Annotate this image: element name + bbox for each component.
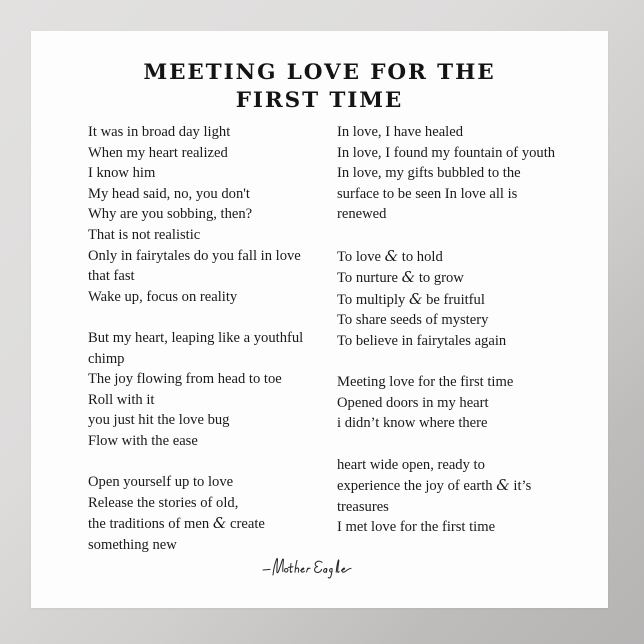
poem-line: Open yourself up to love	[88, 474, 234, 491]
poem-line: i didn’t know where there	[337, 415, 488, 432]
poem-stanza	[337, 122, 562, 225]
poem-stanza	[88, 472, 313, 555]
poem-line: In love, I have healed	[337, 124, 464, 140]
poem-stanza	[88, 328, 313, 452]
ampersand-glyph: &	[496, 476, 510, 495]
poem-line: That is not realistic	[88, 226, 201, 243]
poem-stanza	[337, 455, 562, 538]
poem-line: heart wide open, ready to	[337, 456, 485, 473]
poem-line: My head said, no, you don't	[88, 185, 250, 202]
poem-line: When my heart realized	[88, 144, 228, 161]
poem-line: Why are you sobbing, then?	[88, 206, 253, 223]
poem-line: The joy flowing from head to toe	[88, 371, 282, 388]
poem-line: Meeting love for the first time	[337, 374, 514, 391]
poem-column-left	[88, 122, 313, 555]
poem-line: the traditions of men & create something new	[88, 514, 265, 553]
ampersand-glyph: &	[212, 514, 227, 533]
poem-line: To nurture & to grow	[337, 268, 464, 287]
poem-line: It was in broad day light	[88, 124, 231, 140]
poem-line: To multiply & be fruitful	[337, 289, 485, 308]
poem-line: But my heart, leaping like a youthful chimp	[88, 329, 304, 367]
poem-line: Only in fairytales do you fall in love that fast	[88, 247, 301, 285]
poem-line: In love, I found my fountain of youth	[337, 144, 556, 161]
poem-line: To love & to hold	[337, 246, 443, 265]
poem-line: I know him	[88, 165, 156, 182]
title-line-2: FIRST TIME	[235, 88, 404, 113]
ampersand-glyph: &	[408, 289, 423, 308]
poem-column-right	[337, 122, 562, 538]
poem-stanza	[88, 122, 313, 307]
poem-stanza	[337, 372, 562, 434]
title-line-1: MEETING LOVE FOR THE	[143, 60, 496, 85]
poem-line: you just hit the love bug	[88, 412, 230, 429]
poem-body	[31, 31, 608, 608]
ampersand-glyph: &	[401, 268, 416, 287]
ampersand-glyph: &	[384, 246, 399, 265]
poem-line: Release the stories of old,	[88, 494, 239, 511]
poem-line: I met love for the first time	[337, 519, 496, 536]
poem-line: experience the joy of earth & it’s treasures	[337, 476, 532, 515]
poem-line: Opened doors in my heart	[337, 394, 489, 411]
poem-line: Wake up, focus on reality	[88, 288, 238, 305]
signature-script-mark	[260, 550, 380, 584]
poem-stanza	[337, 246, 562, 352]
signature	[31, 550, 608, 590]
poem-line: To share seeds of mystery	[337, 312, 489, 329]
poster-content	[31, 31, 608, 608]
poster-sheet	[31, 31, 608, 608]
poem-line: Roll with it	[88, 391, 155, 408]
poem-line: In love, my gifts bubbled to the surface to be seen In love all is renewed	[337, 165, 521, 223]
poem-line: Flow with the ease	[88, 432, 198, 449]
poem-line: To believe in fairytales again	[337, 332, 507, 349]
